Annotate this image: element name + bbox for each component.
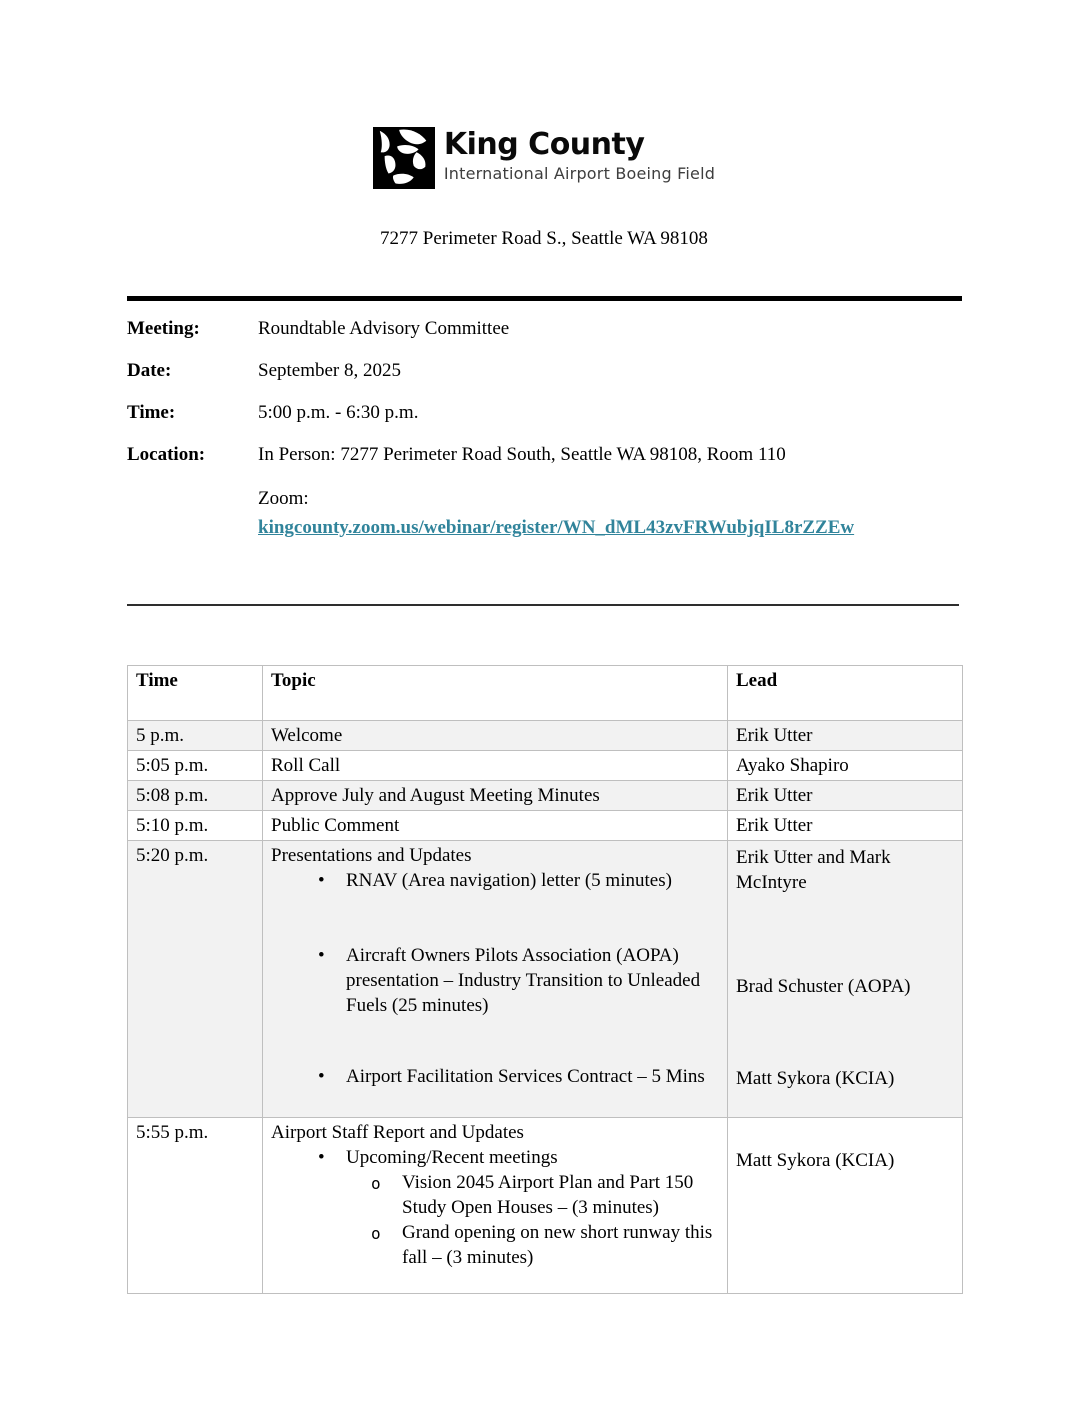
agenda-lead-cell [728,781,963,811]
agenda-row [128,1118,963,1294]
time-value: 5:00 p.m. - 6:30 p.m. [258,402,419,423]
zoom-row [127,484,962,542]
agenda-topic-cell [263,751,728,781]
agenda-topic-title: Roll Call [271,755,341,776]
agenda-bullet-text: RNAV (Area navigation) letter (5 minutes) [346,870,672,891]
meeting-label: Meeting: [127,318,200,339]
bullet-dot-icon: • [318,1147,325,1168]
agenda-lead: Erik Utter [736,725,813,746]
bullet-dot-icon: • [318,870,325,891]
agenda-lead-cell [728,811,963,841]
agenda-row [128,841,963,1118]
agenda-lead: Erik Utter [736,815,813,836]
zoom-label: Zoom: [258,488,309,509]
logo-subtitle: International Airport Boeing Field [443,164,716,183]
agenda-bullet-text: Upcoming/Recent meetings [346,1147,558,1168]
airport-address: 7277 Perimeter Road S., Seattle WA 98108 [380,228,708,249]
agenda-bullet [271,943,719,1018]
agenda-time-cell: 5 p.m. [128,721,263,751]
date-row [127,358,962,384]
agenda-time-cell: 5:08 p.m. [128,781,263,811]
bullet-circle-icon: o [371,1174,381,1193]
agenda-time-cell: 5:55 p.m. [128,1118,263,1294]
agenda-sub-bullet-text: Vision 2045 Airport Plan and Part 150 Study Open Houses – (3 minutes) [402,1172,694,1218]
agenda-header-topic: Topic [263,666,728,721]
horizontal-rule-thick [127,296,962,301]
agenda-lead-cell [728,751,963,781]
bullet-circle-icon: o [371,1224,381,1243]
logo-text [444,127,715,184]
time-label: Time: [127,402,176,423]
zoom-block [258,484,962,542]
agenda-bullet-text: Airport Facilitation Services Contract – 5 Mins [346,1066,705,1087]
agenda-row [128,721,963,751]
zoom-label-spacer [127,484,258,542]
agenda-lead: Brad Schuster (AOPA) [736,976,911,997]
time-row [127,400,962,426]
agenda-table-body [128,721,963,1294]
agenda-topic-cell [263,1118,728,1294]
king-county-mlk-portrait-icon [373,127,435,189]
bullet-dot-icon: • [318,945,325,966]
agenda-row [128,811,963,841]
agenda-topic-cell [263,811,728,841]
horizontal-rule-thin [127,604,959,606]
agenda-sub-bullet-text: Grand opening on new short runway this fall – (3 minutes) [402,1222,713,1268]
agenda-lead: Matt Sykora (KCIA) [736,1068,895,1089]
agenda-time-cell: 5:05 p.m. [128,751,263,781]
location-label: Location: [127,444,206,465]
agenda-topic-title: Public Comment [271,815,400,836]
agenda-lead-cell [728,1118,963,1294]
agenda-topic-title: Approve July and August Meeting Minutes [271,785,600,806]
location-row [127,442,962,468]
agenda-topic-title: Airport Staff Report and Updates [271,1122,524,1143]
date-label: Date: [127,360,172,381]
agenda-row [128,781,963,811]
agenda-topic-title: Welcome [271,725,343,746]
agenda-lead: Matt Sykora (KCIA) [736,1150,895,1171]
agenda-sub-bullet [271,1170,719,1220]
agenda-lead-cell [728,721,963,751]
meeting-row [127,316,962,342]
meeting-info [127,316,962,542]
logo-block [0,127,1088,189]
agenda-table [127,665,963,1294]
agenda-topic-cell [263,721,728,751]
agenda-sub-bullet [271,1220,719,1270]
agenda-lead: Erik Utter [736,785,813,806]
agenda-section [127,665,962,1294]
zoom-webinar-link[interactable]: kingcounty.zoom.us/webinar/register/WN_dML43zvFRWubjqIL8rZZEw [258,517,855,538]
agenda-row [128,751,963,781]
agenda-time-cell: 5:10 p.m. [128,811,263,841]
agenda-lead-cell [728,841,963,1118]
meeting-value: Roundtable Advisory Committee [258,318,510,339]
agenda-lead: Erik Utter and Mark McIntyre [736,847,891,893]
date-value: September 8, 2025 [258,360,402,381]
agenda-bullet [271,868,719,893]
agenda-bullet [271,1064,719,1089]
location-value: In Person: 7277 Perimeter Road South, Seattle WA 98108, Room 110 [258,444,786,465]
agenda-topic-cell [263,841,728,1118]
agenda-topic-title: Presentations and Updates [271,845,472,866]
agenda-time-cell: 5:20 p.m. [128,841,263,1118]
bullet-dot-icon: • [318,1066,325,1087]
agenda-topic-cell [263,781,728,811]
logo-title: King County [443,127,645,162]
agenda-bullet [271,1145,719,1170]
agenda-header-lead: Lead [728,666,963,721]
agenda-header-time: Time [128,666,263,721]
agenda-lead: Ayako Shapiro [736,755,849,776]
agenda-header-row [128,666,963,721]
agenda-bullet-text: Aircraft Owners Pilots Association (AOPA) presentation – Industry Transition to Unleaded Fuels (25 minutes) [346,945,701,1016]
